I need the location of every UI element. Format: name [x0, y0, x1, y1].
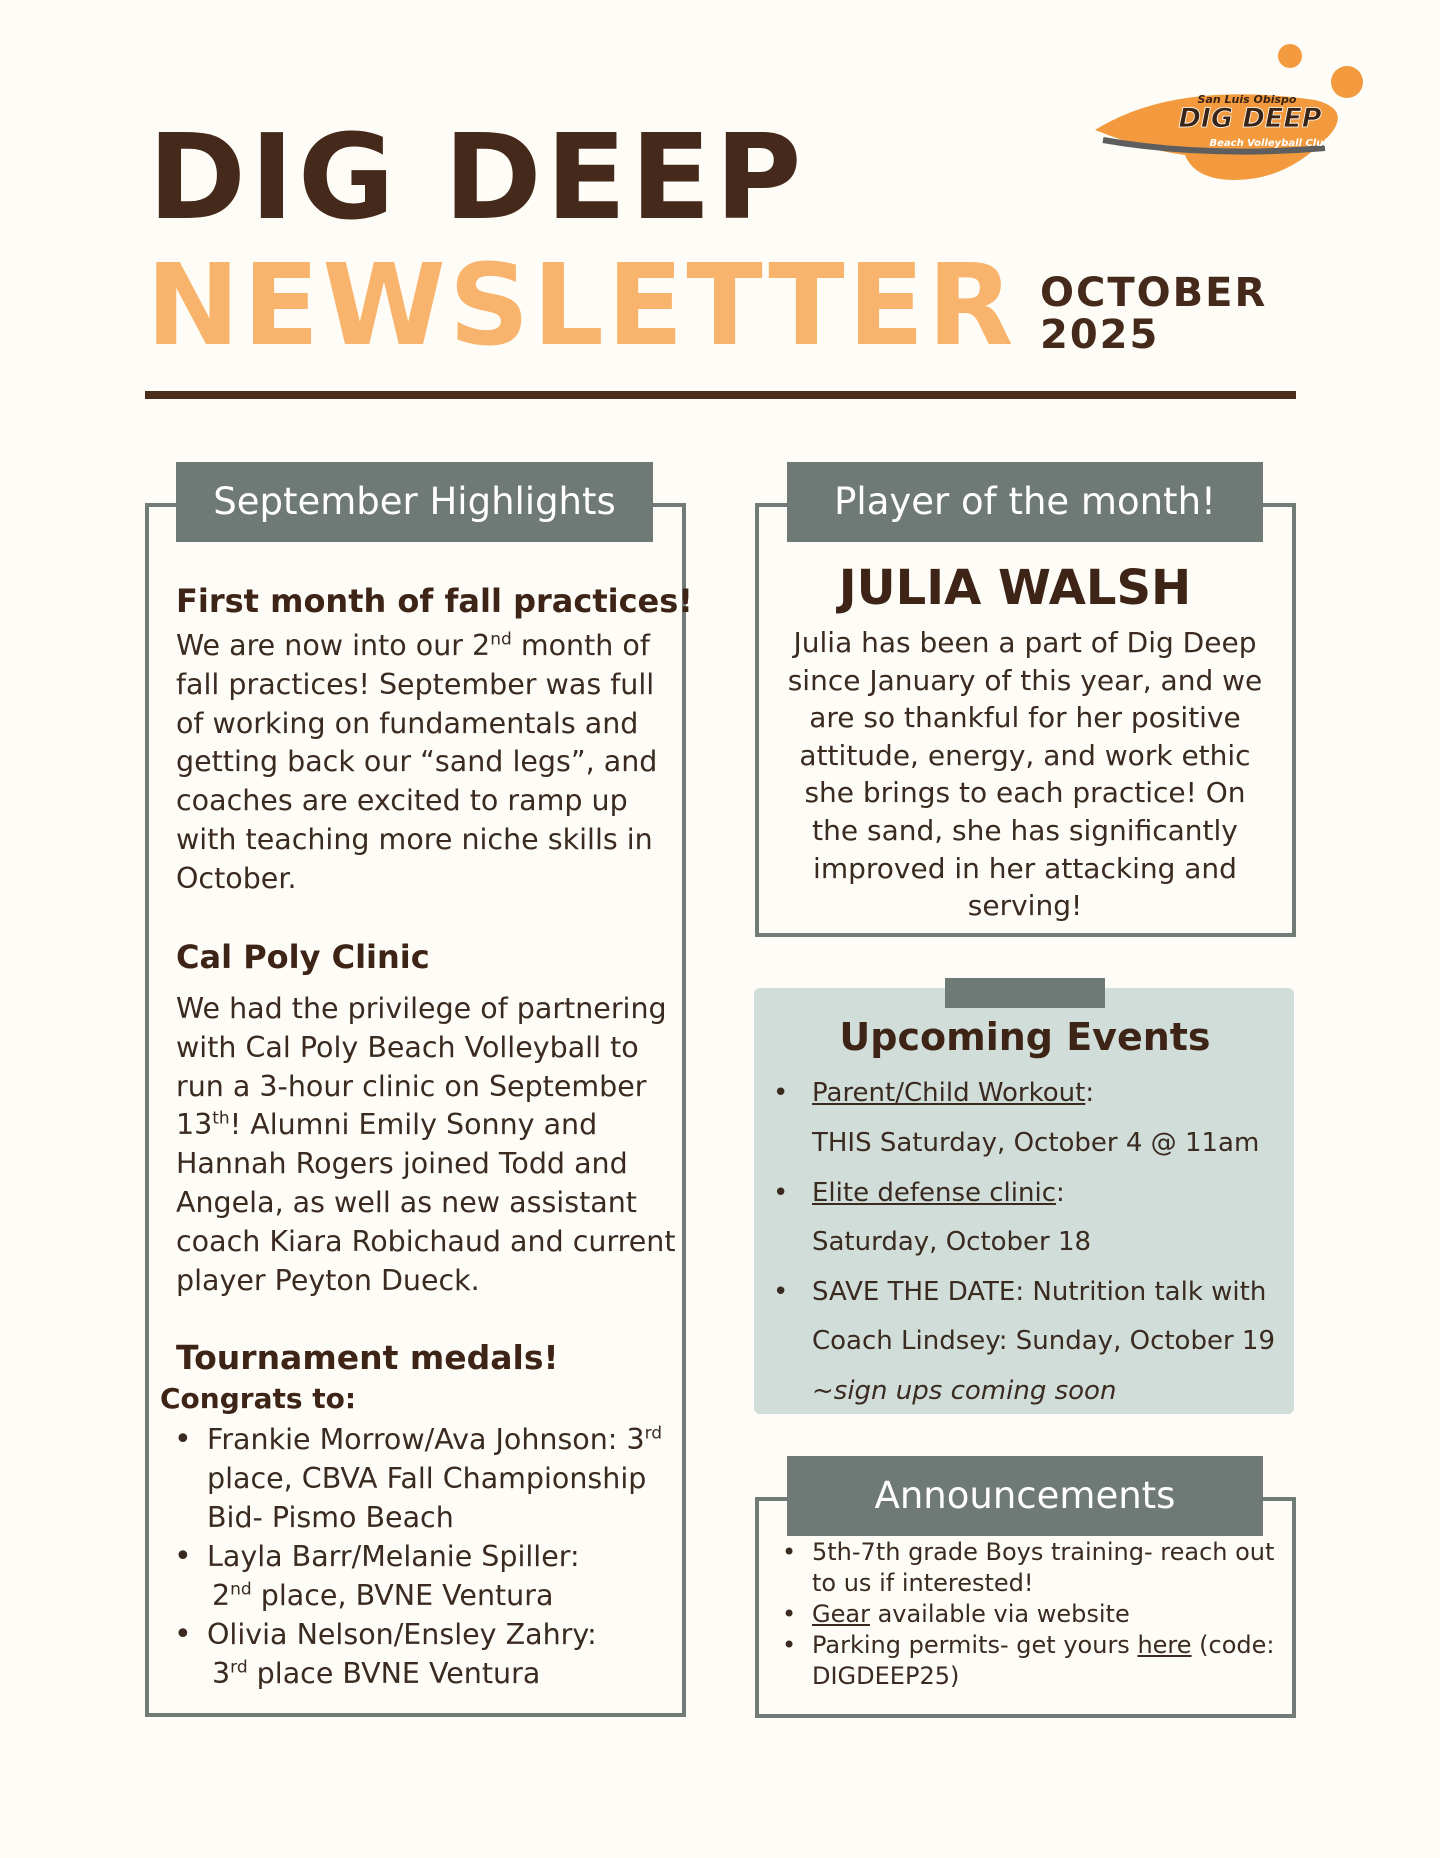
- congrats-label: Congrats to:: [160, 1382, 357, 1415]
- practices-heading: First month of fall practices!: [176, 582, 693, 620]
- practices-paragraph: We are now into our 2nd month of fall practices! September was full of working on fundamentals and getting back our “sand legs”, and coaches are excited to ramp up with teaching more niche skills in October.: [176, 629, 658, 895]
- events-title: Upcoming Events: [839, 1015, 1211, 1059]
- event-item-nutrition: • SAVE THE DATE: Nutrition talk with: [780, 1277, 1266, 1307]
- newsletter-title-line1: DIG DEEP: [148, 108, 806, 246]
- header-divider: [145, 391, 1296, 399]
- parking-permit-link[interactable]: here: [1137, 1631, 1192, 1659]
- medals-list: [160, 1420, 680, 1693]
- clinic-heading: Cal Poly Clinic: [176, 938, 430, 976]
- list-item: • Layla Barr/Melanie Spiller: 2nd place, BVNE Ventura: [160, 1537, 680, 1615]
- issue-year: 2025: [1040, 312, 1160, 358]
- clinic-paragraph: We had the privilege of partnering with Cal Poly Beach Volleyball to run a 3-hour clinic on September 13th! Alumni Emily Sonny and Hannah Rogers joined Todd and Angela, as well as new assistant coach Kiara Robichaud and current player Peyton Dueck.: [176, 992, 676, 1297]
- event-detail: THIS Saturday, October 4 @ 11am: [812, 1128, 1260, 1158]
- event-detail: Saturday, October 18: [812, 1227, 1092, 1257]
- player-name: JULIA WALSH: [838, 560, 1192, 616]
- gear-link[interactable]: Gear: [812, 1600, 870, 1628]
- list-item: • Gear available via website: [782, 1599, 1282, 1630]
- club-logo: [1085, 40, 1385, 190]
- logo-top-text: San Luis Obispo: [1197, 93, 1297, 106]
- list-item: • Parking permits- get yours here (code: DIGDEEP25): [782, 1630, 1282, 1692]
- list-item: • 5th-7th grade Boys training- reach out to us if interested!: [782, 1537, 1282, 1599]
- defense-clinic-link[interactable]: Elite defense clinic: [812, 1178, 1057, 1208]
- tape-decoration: [945, 978, 1105, 1008]
- issue-date: [1040, 272, 1267, 356]
- list-item: • Frankie Morrow/Ava Johnson: 3rd place, CBVA Fall Championship Bid- Pismo Beach: [160, 1420, 680, 1537]
- player-tab: Player of the month!: [787, 462, 1263, 542]
- announcements-list: [782, 1537, 1282, 1692]
- event-detail: Coach Lindsey: Sunday, October 19: [812, 1326, 1275, 1356]
- medals-heading: Tournament medals!: [176, 1338, 559, 1377]
- workout-link[interactable]: Parent/Child Workout: [812, 1078, 1086, 1108]
- logo-sub-text: Beach Volleyball Club: [1209, 138, 1331, 149]
- player-description: Julia has been a part of Dig Deep since January of this year, and we are so thankful for her positive attitude, energy, and work ethic she brings to each practice! On the sand, she has significantly improved in her attacking and serving!: [787, 626, 1263, 923]
- highlights-tab: September Highlights: [176, 462, 653, 542]
- event-note: ~sign ups coming soon: [812, 1376, 1117, 1406]
- event-item-defense: • Elite defense clinic:: [780, 1178, 1065, 1208]
- list-item: • Olivia Nelson/Ensley Zahry: 3rd place BVNE Ventura: [160, 1615, 680, 1693]
- issue-month: OCTOBER: [1040, 270, 1268, 316]
- event-item-workout: • Parent/Child Workout:: [780, 1078, 1094, 1108]
- logo-name: DIG DEEP: [1178, 103, 1322, 134]
- announcements-tab: Announcements: [787, 1456, 1263, 1536]
- newsletter-title-line2: NEWSLETTER: [146, 241, 1017, 371]
